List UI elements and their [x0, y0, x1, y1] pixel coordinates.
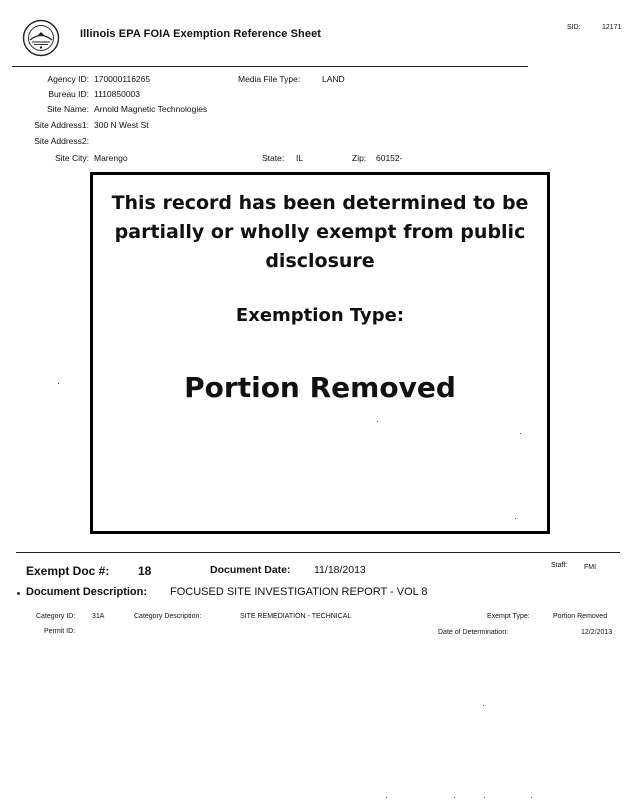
site-city-value: Marengo: [94, 153, 128, 163]
exempt-doc-number: 18: [138, 564, 152, 578]
staff-value: FMI: [584, 564, 597, 571]
scan-speck: [520, 433, 521, 434]
scan-speck: [484, 797, 485, 798]
bullet-dot: [17, 592, 20, 595]
site-address2-label: Site Address2:: [34, 136, 89, 146]
category-id-value: 31A: [92, 613, 105, 620]
document-description-label: Document Description:: [26, 586, 148, 598]
site-city-label: Site City:: [54, 153, 89, 163]
exemption-statement: This record has been determined to be partially or wholly exempt from public disclosure: [111, 192, 529, 272]
document-date-label: Document Date:: [210, 564, 291, 576]
category-description-label: Category Description:: [134, 613, 202, 620]
header-divider: [12, 66, 528, 67]
zip-label: Zip:: [352, 153, 367, 163]
sid-label: SID:: [567, 24, 581, 31]
agency-id-label: Agency ID:: [47, 74, 89, 84]
media-file-type-label: Media File Type:: [238, 74, 301, 84]
zip-value: 60152-: [376, 153, 403, 163]
exempt-type-value: Portion Removed: [553, 613, 608, 620]
exemption-type-value: Portion Removed: [184, 371, 456, 404]
media-file-type-value: LAND: [322, 74, 345, 84]
site-name-label: Site Name:: [46, 104, 89, 114]
site-address1-label: Site Address1:: [34, 120, 89, 130]
exemption-type-label: Exemption Type:: [235, 305, 405, 326]
scan-speck: [515, 518, 516, 519]
site-address1-value: 300 N West St: [94, 120, 149, 130]
site-name-value: Arnold Magnetic Technologies: [94, 104, 208, 114]
state-label: State:: [262, 153, 285, 163]
bureau-id-value: 1110850003: [94, 89, 141, 99]
determination-date-label: Date of Determination:: [438, 629, 509, 636]
document-description-value: FOCUSED SITE INVESTIGATION REPORT - VOL 8: [170, 586, 428, 598]
scan-speck: [377, 421, 378, 422]
determination-date-value: 12/2/2013: [581, 629, 613, 636]
document-section-divider: [16, 552, 620, 553]
scan-speck: [483, 705, 484, 706]
staff-label: Staff:: [551, 562, 568, 569]
category-description-value: SITE REMEDIATION - TECHNICAL: [240, 613, 352, 620]
agency-id-value: 170000116265: [94, 74, 151, 84]
sheet-title: Illinois EPA FOIA Exemption Reference Sheet: [80, 28, 322, 40]
exempt-doc-label: Exempt Doc #:: [26, 564, 110, 578]
category-id-label: Category ID:: [36, 613, 76, 620]
sid-value: 12171: [602, 24, 622, 31]
scan-speck: [531, 797, 532, 798]
exempt-type-label: Exempt Type:: [487, 613, 530, 620]
exemption-notice-box: [90, 172, 550, 534]
bureau-id-label: Bureau ID:: [48, 89, 89, 99]
scan-speck: [454, 797, 455, 798]
document-date-value: 11/18/2013: [314, 564, 366, 576]
permit-id-label: Permit ID:: [44, 628, 76, 635]
scan-speck: [58, 383, 59, 384]
state-value: IL: [296, 153, 304, 163]
illinois-epa-seal-logo: [22, 19, 60, 57]
scan-speck: [386, 797, 387, 798]
